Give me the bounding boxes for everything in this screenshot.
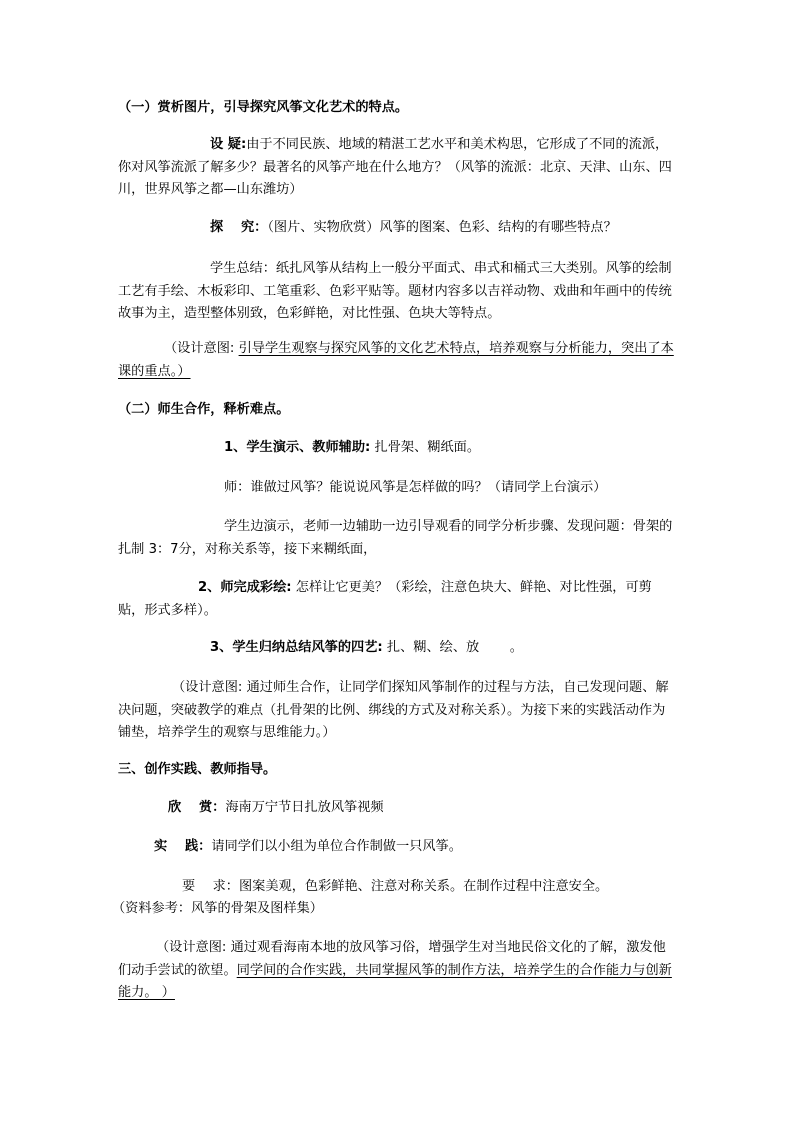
question-label: 设 疑: — [210, 137, 247, 152]
item-1-label: 1、学生演示、教师辅助: — [224, 440, 371, 455]
practice-line — [118, 836, 678, 859]
requirement-text: 图案美观，色彩鲜艳、注意对称关系。在制作过程中注意安全。 — [238, 879, 609, 894]
design-intent-2: （设计意图: 通过师生合作，让同学们探知风筝制作的过程与方法，自己发现问题、解决问题，突破教学的难点（扎骨架的比例、绑线的方式及对称关系）。为接下来的实践活动作为铺垫，培养学生的观察与思维能力。） — [118, 680, 669, 740]
requirement-line — [118, 876, 678, 899]
appreciate-label: 欣 赏： — [168, 800, 226, 815]
explore-text: （图片、实物欣赏）风筝的图案、色彩、结构的有哪些特点？ — [267, 220, 617, 235]
design-intent-1-underlined: 引导学生观察与探究风筝的文化艺术特点，培养观察与分析能力，突出了本课的重点。） — [118, 341, 674, 379]
teacher-question: 师：谁做过风筝？能说说风筝是怎样做的吗？（请同学上台演示） — [224, 480, 607, 495]
item-1 — [118, 437, 678, 460]
design-intent-3-prefix: （设计意图: 通过观看海南本地的放风筝习俗，增强学生对当地民俗文化的了解，激发他们动手尝试的欲望。 — [118, 940, 666, 978]
item-3 — [118, 637, 678, 660]
explore-paragraph — [118, 217, 678, 240]
design-intent-3-underlined: 同学间的合作实践，共同掌握风筝的制作方法，培养学生的合作能力与创新能力。 ） — [118, 962, 672, 1000]
appreciate-line — [118, 797, 678, 820]
practice-label: 实 践： — [154, 839, 212, 854]
design-intent-1-prefix: （设计意图: — [164, 341, 235, 356]
section-3-heading: 三、创作实践、教师指导。 — [118, 762, 277, 777]
requirement-label: 要 求： — [182, 879, 239, 894]
question-text: 由于不同民族、地域的精湛工艺水平和美术构思，它形成了不同的流派，你对风筝流派了解多少？最著名的风筝产地在什么地方？（风筝的流派：北京、天津、山东、四川，世界风筝之都—山东潍坊） — [118, 137, 672, 197]
item-2-label: 2、师完成彩绘: — [198, 580, 292, 595]
practice-text: 请同学们以小组为单位合作制做一只风筝。 — [211, 839, 462, 854]
section-2-heading: （二）师生合作，释析难点。 — [118, 402, 290, 417]
appreciate-text: 海南万宁节日扎放风筝视频 — [225, 800, 384, 815]
item-2 — [118, 577, 678, 622]
item-3-text: 扎、糊、绘、放 。 — [386, 640, 523, 655]
demo-paragraph: 学生边演示，老师一边辅助一边引导观看的同学分析步骤、发现问题：骨架的扎制 3：7分，对称关系等，接下来糊纸面， — [118, 519, 673, 557]
section-1-heading: （一）赏析图片，引导探究风筝文化艺术的特点。 — [118, 100, 409, 115]
explore-label: 探 究： — [210, 220, 268, 235]
item-3-label: 3、学生归纳总结风筝的四艺: — [210, 640, 383, 655]
question-paragraph — [118, 134, 678, 202]
reference-line: （资料参考：风筝的骨架及图样集） — [112, 901, 323, 916]
design-intent-1 — [118, 338, 678, 383]
design-intent-3 — [118, 937, 678, 1005]
summary-paragraph: 学生总结：纸扎风筝从结构上一般分平面式、串式和桶式三大类别。风筝的绘制工艺有手绘、木板彩印、工笔重彩、色彩平贴等。题材内容多以吉祥动物、戏曲和年画中的传统故事为主，造型整体别致，色彩鲜艳，对比性强、色块大等特点。 — [118, 261, 672, 321]
item-1-text: 扎骨架、糊纸面。 — [374, 440, 481, 455]
item-2-text: 怎样让它更美？（彩绘，注意色块大、鲜艳、对比性强，可剪贴，形式多样）。 — [118, 580, 652, 618]
